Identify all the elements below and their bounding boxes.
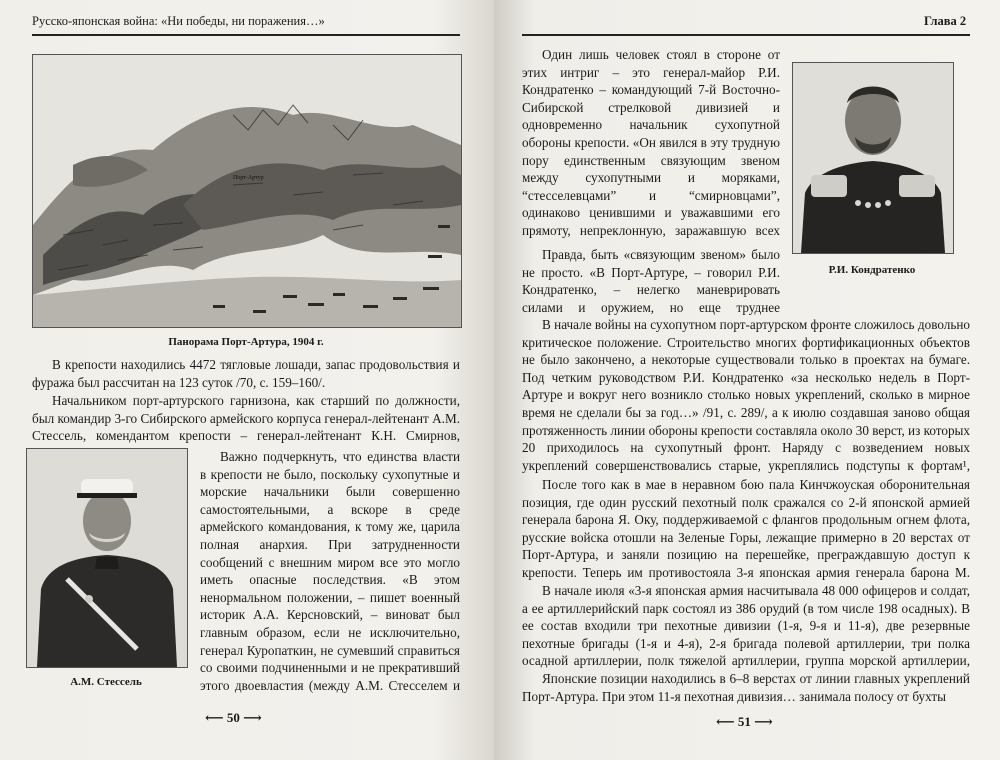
- right-page-number: 51: [737, 714, 751, 729]
- folio-right-ornament-icon: ⟶: [750, 714, 773, 729]
- left-page-number: 50: [226, 710, 240, 725]
- stessel-portrait: [26, 448, 188, 668]
- left-page: [0, 0, 494, 760]
- folio-left-ornament-icon: ⟵: [716, 714, 738, 729]
- folio-right-ornament-icon: ⟶: [239, 710, 262, 725]
- left-header-rule: [32, 34, 460, 36]
- right-folio: [716, 714, 773, 730]
- right-paragraph-6: Японские позиции находились в 6–8 верстах от линии главных укреплений Порт-Артура. При этом 11-я пехотная дивизия… занимала полосу от бухты: [522, 671, 970, 704]
- kondratenko-portrait: [792, 62, 954, 254]
- right-paragraph-2: Правда, быть «связующим звеном» было не просто. «В Порт-Артуре, – говорил Р.И. Кондратенко, – нелегко маневрировать силами и оружием, но еще труднее: [522, 247, 780, 315]
- right-page: [494, 0, 1000, 760]
- map-caption: Панорама Порт-Артура, 1904 г.: [168, 336, 324, 348]
- portrait-stessel-icon: [27, 449, 187, 667]
- right-paragraph-4: После того как в мае в неравном бою пала Кинчжоуская оборонительная позиция, где один русский пехотный полк сражался со 2-й японской армией генерала барона Я. Оку, поддерживаемой с флангов продольным огнем флота, русские войска отошли на Зеленые Горы, лежащие примерно в 20 верстах от Порт-Артура, и заняли позицию на перешейке, преграждавшую доступ к крепости. Теперь им противостояла 3-я японская армия генерала барона М.: [522, 477, 970, 580]
- stessel-caption: А.М. Стессель: [70, 676, 142, 688]
- port-arthur-panorama-map: [32, 54, 462, 328]
- left-paragraph-1: В крепости находились 4472 тягловые лошади, запас продовольствия и фуража был рассчитан на 123 суток /70, с. 159–160/.: [32, 357, 460, 390]
- left-paragraph-3: Важно подчеркнуть, что единства власти в крепости не было, поскольку сухопутные и морские начальники были совершенно самостоятельными, а вскоре в среде армейского командования, к тому же, царила полная анархия. При затрудненности сообщений с внешним миром все это могло иметь опасные последствия. «В этом ненормальном положении, – пишет военный историк А.А. Керсновский, – виноват был главным образом, если не исключительно, генерал Куропаткин, не сумевший справиться со своими подчиненными и не прекративший этого двоевластия (между А.М. Стесселем и: [200, 449, 460, 693]
- kondratenko-caption: Р.И. Кондратенко: [828, 264, 916, 276]
- portrait-kondratenko-icon: [793, 63, 953, 253]
- left-folio: [205, 710, 262, 726]
- right-running-head: Глава 2: [924, 14, 967, 28]
- right-header-rule: [522, 34, 970, 36]
- right-paragraph-1: Один лишь человек стоял в стороне от этих интриг – это генерал-майор Р.И. Кондратенко – командующий 7-й Восточно-Сибирской стрелковой дивизией и одновременно начальник сухопутной обороны крепости. «Он явился в эту трудную пору единственным связующим звеном между сухопутными и моряками, “стесселевцами” и “смирновцами”, одинаково ценившими и уважавшими его прямоту, непреклонную, заражавшую всех: [522, 47, 780, 238]
- map-label: Порт-Артур: [233, 175, 264, 181]
- left-running-head: Русско-японская война: «Ни победы, ни поражения…»: [32, 14, 325, 28]
- left-paragraph-2: Начальником порт-артурского гарнизона, как старший по должности, был командир 3-го Сибирского армейского корпуса генерал-лейтенант А.М. Стессель, комендантом крепости – генерал-лейтенант К.Н. Смирнов,: [32, 393, 460, 444]
- right-paragraph-3: В начале войны на сухопутном порт-артурском фронте сложилось довольно критическое положение. Строительство многих фортификационных объектов не было закончено, а некоторые существовали только в проектах на бумаге. Под четким руководством Р.И. Кондратенко «за несколько недель в Порт-Артуре и вокруг него возникло столько новых укреплений, сколько в мирное время не сделали бы за год…» /91, с. 289/, а к июлю создавшая заново общая протяженность линии обороны крепости составляла около 30 верст, из которых 20 приходилось на сухопутный фронт. Наряду с возведением новых укреплений совершенствовались старые, укреплялись подступы к фортам¹,: [522, 317, 970, 473]
- folio-left-ornament-icon: ⟵: [205, 710, 227, 725]
- right-paragraph-5: В начале июля «3-я японская армия насчитывала 48 000 офицеров и солдат, а ее артиллерийский парк состоял из 386 орудий (в том числе 198 осадных). В ее состав входили три пехотные дивизии (1-я, 9-я и 11-я), две резервные пехотные бригады (1-я и 4-я), 2-я бригада полевой артиллерии, три полка осадной артиллерии, полк тяжелой артиллерии, группа морской артиллерии,: [522, 583, 970, 669]
- map-illustration-icon: [33, 55, 461, 327]
